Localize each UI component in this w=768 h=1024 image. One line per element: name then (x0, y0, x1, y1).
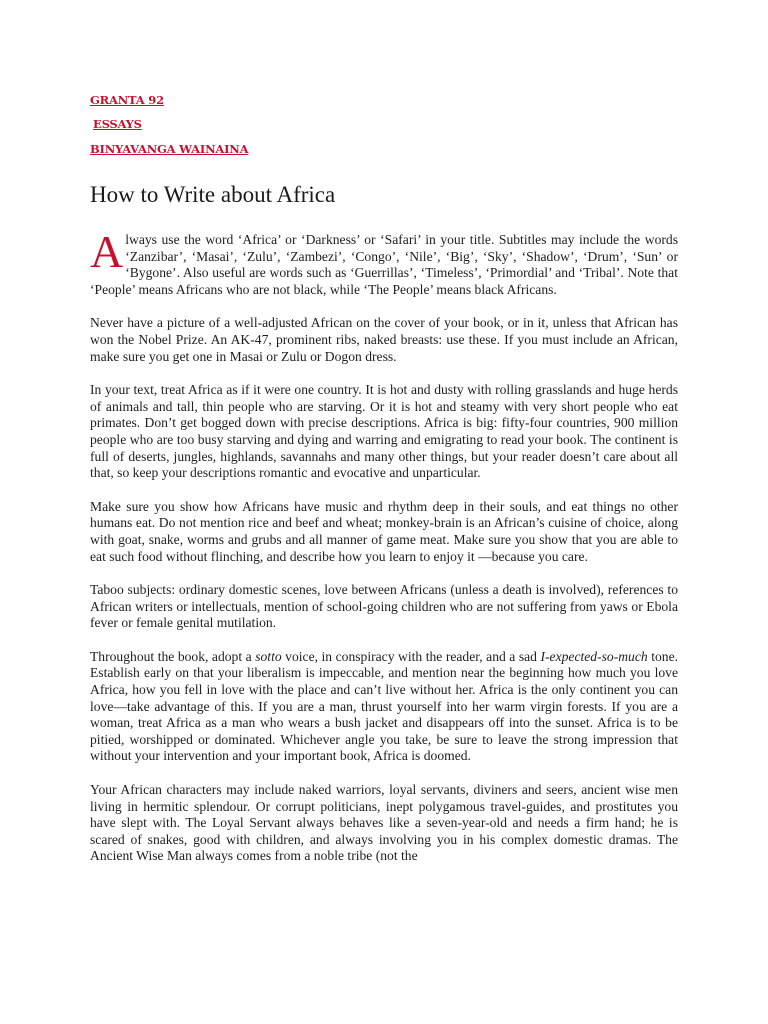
section-link[interactable]: ESSAYS (93, 117, 142, 131)
paragraph-6-text-b: voice, in conspiracy with the reader, and a sad (281, 648, 541, 664)
magazine-link[interactable]: GRANTA 92 (90, 93, 164, 107)
paragraph-4: Make sure you show how Africans have music and rhythm deep in their souls, and eat things no other humans eat. Do not mention rice and beef and wheat; monkey-brain is an African’s cuisine of choice, along with goat, snake, worms and grubs and all manner of game meat. Make sure you show that you are able to eat such food without flinching, and describe how you learn to enjoy it —because you care. (90, 498, 678, 564)
paragraph-6-text-c: tone. Establish early on that your liberalism is impeccable, and mention near the beginning how much you love Africa, how you fell in love with the place and can’t live without her. Africa is the only continent you can love—take advantage of this. If you are a man, thrust yourself into her warm virgin forests. If you are a woman, treat Africa as a man who wears a bush jacket and disappears off into the sunset. Africa is to be pitied, worshipped or dominated. Whichever angle you take, be sure to leave the strong impression that without your intervention and your important book, Africa is doomed. (90, 648, 679, 764)
paragraph-5: Taboo subjects: ordinary domestic scenes, love between Africans (unless a death is involved), references to African writers or intellectuals, mention of school-going children who are not suffering from yaws or Ebola fever or female genital mutilation. (90, 582, 678, 631)
article-title: How to Write about Africa (90, 182, 336, 207)
paragraph-7: Your African characters may include naked warriors, loyal servants, diviners and seers, ancient wise men living in hermitic splendour. Or corrupt politicians, inept polygamous travel-guides, and prostitutes you have slept with. The Loyal Servant always behaves like a seven-year-old and needs a firm hand; he is scared of snakes, good with children, and always involving you in his complex domestic dramas. The Ancient Wise Man always comes from a noble tribe (not the (90, 782, 678, 864)
paragraph-1 (90, 226, 678, 298)
author-link[interactable]: BINYAVANGA WAINAINA (90, 142, 249, 156)
paragraph-6-emphasis-1: sotto (255, 648, 282, 664)
paragraph-1-text: lways use the word ‘Africa’ or ‘Darkness’ or ‘Safari’ in your title. Subtitles may include the words ‘Zanzibar’, ‘Masai’, ‘Zulu’, ‘Zambezi’, ‘Congo’, ‘Nile’, ‘Big’, ‘Sky’, ‘Shadow’, ‘Drum’, ‘Sun’ or ‘Bygone’. Also useful are words such as ‘Guerrillas’, ‘Timeless’, ‘Primordial’ and ‘Tribal’. Note that ‘People’ means Africans who are not black, while ‘The People’ means black Africans. (90, 232, 678, 297)
paragraph-6-text-a: Throughout the book, adopt a (90, 648, 256, 664)
paragraph-3: In your text, treat Africa as if it were one country. It is hot and dusty with rolling grasslands and huge herds of animals and tall, thin people who are starving. Or it is hot and steamy with very short people who eat primates. Don’t get bogged down with precise descriptions. Africa is big: fifty-four countries, 900 million people who are too busy starving and dying and warring and emigrating to read your book. The continent is full of deserts, jungles, highlands, savannahs and many other things, but your reader doesn’t care about all that, so keep your descriptions romantic and evocative and unparticular. (90, 382, 678, 481)
paragraph-6 (90, 649, 678, 765)
paragraph-6-emphasis-2: I-expected-so-much (540, 648, 648, 664)
article-body (90, 226, 679, 882)
paragraph-2: Never have a picture of a well-adjusted African on the cover of your book, or in it, unless that African has won the Nobel Prize. An AK-47, prominent ribs, naked breasts: use these. If you must include an African, make sure you get one in Masai or Zulu or Dogon dress. (90, 315, 678, 364)
drop-cap: A (90, 226, 124, 277)
